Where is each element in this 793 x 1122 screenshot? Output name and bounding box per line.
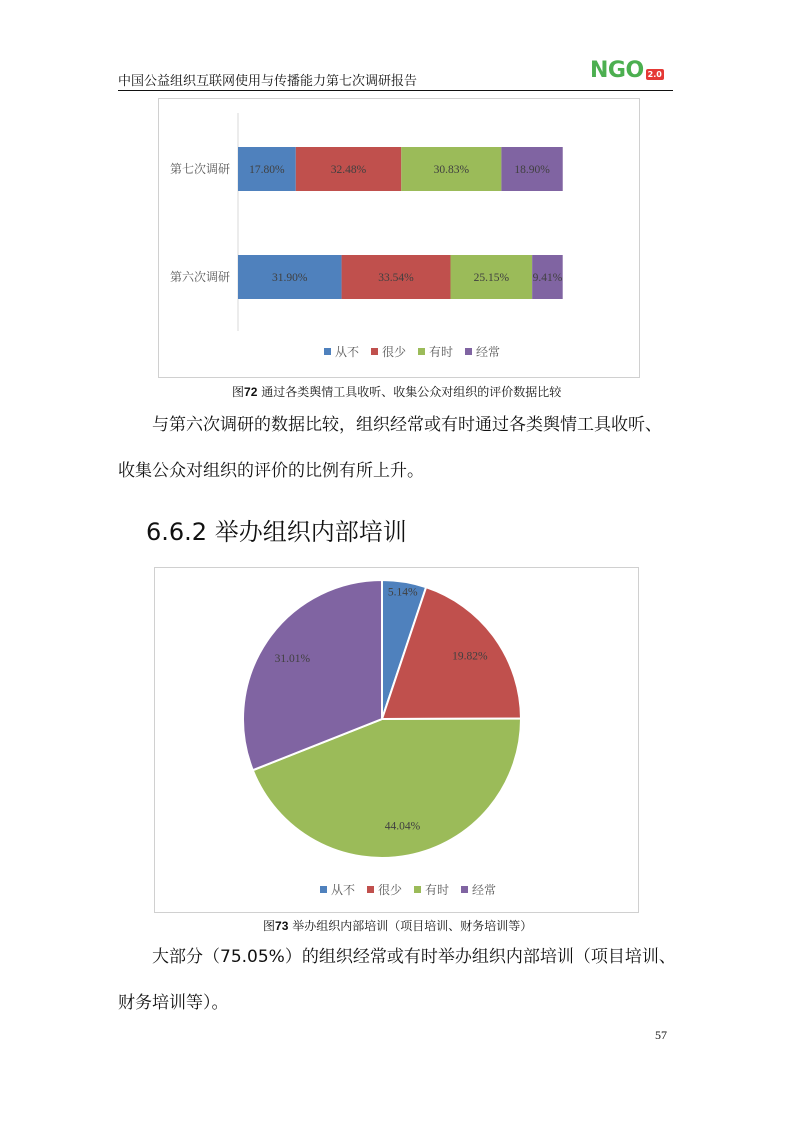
paragraph-1 xyxy=(118,402,678,494)
data-label: 18.90% xyxy=(514,164,550,176)
ngo-logo xyxy=(590,56,664,84)
data-label: 30.83% xyxy=(433,164,470,176)
data-label: 9.41% xyxy=(532,272,563,284)
data-label: 31.01% xyxy=(274,653,311,666)
paragraph-2-text: 大部分（75.05%）的组织经常或有时举办组织内部培训（项目培训、财务培训等）。 xyxy=(118,947,676,1013)
logo-text: NGO xyxy=(590,57,644,83)
legend-label: 从不 xyxy=(335,345,360,359)
data-label: 25.15% xyxy=(473,272,510,284)
section-number: 6.6.2 xyxy=(146,518,208,546)
data-label: 17.80% xyxy=(249,164,285,176)
legend-swatch xyxy=(320,886,327,893)
paragraph-1-text: 与第六次调研的数据比较，组织经常或有时通过各类舆情工具收听、收集公众对组织的评价的比例有所上升。 xyxy=(118,415,662,481)
legend-label: 很少 xyxy=(382,345,407,359)
paragraph-2 xyxy=(118,934,678,1026)
legend-label: 有时 xyxy=(429,345,454,359)
legend-label: 从不 xyxy=(331,883,356,897)
legend-label: 有时 xyxy=(425,883,450,897)
caption-text: 举办组织内部培训（项目培训、财务培训等） xyxy=(292,919,533,933)
section-heading xyxy=(146,512,407,547)
caption-number: 73 xyxy=(275,919,289,933)
legend-swatch xyxy=(418,348,425,355)
legend-swatch xyxy=(465,348,472,355)
data-label: 31.90% xyxy=(272,272,308,284)
page-number: 57 xyxy=(655,1028,667,1042)
legend-swatch xyxy=(367,886,374,893)
legend-label: 经常 xyxy=(472,883,497,897)
figure-73-chart xyxy=(154,567,639,913)
stacked-bar-chart xyxy=(159,99,639,377)
header-rule xyxy=(118,90,673,91)
caption-prefix: 图 xyxy=(263,919,276,933)
legend-swatch xyxy=(324,348,331,355)
legend-swatch xyxy=(461,886,468,893)
data-label: 44.04% xyxy=(384,820,421,833)
figure-73-caption xyxy=(263,917,532,934)
legend-label: 很少 xyxy=(378,883,403,897)
figure-72-chart xyxy=(158,98,640,378)
report-title: 中国公益组织互联网使用与传播能力第七次调研报告 xyxy=(118,74,418,89)
data-label: 33.54% xyxy=(378,272,414,284)
legend-swatch xyxy=(371,348,378,355)
category-label: 第六次调研 xyxy=(169,270,230,284)
caption-text: 通过各类舆情工具收听、收集公众对组织的评价数据比较 xyxy=(261,385,562,399)
legend-swatch xyxy=(414,886,421,893)
legend-label: 经常 xyxy=(476,345,501,359)
data-label: 32.48% xyxy=(330,164,367,176)
category-label: 第七次调研 xyxy=(169,162,230,176)
data-label: 19.82% xyxy=(452,650,488,663)
logo-badge: 2.0 xyxy=(647,69,662,79)
pie-chart xyxy=(155,568,638,912)
caption-number: 72 xyxy=(244,385,258,399)
section-title: 举办组织内部培训 xyxy=(214,518,407,546)
caption-prefix: 图 xyxy=(232,385,245,399)
data-label: 5.14% xyxy=(387,586,418,599)
figure-72-caption xyxy=(232,383,561,400)
